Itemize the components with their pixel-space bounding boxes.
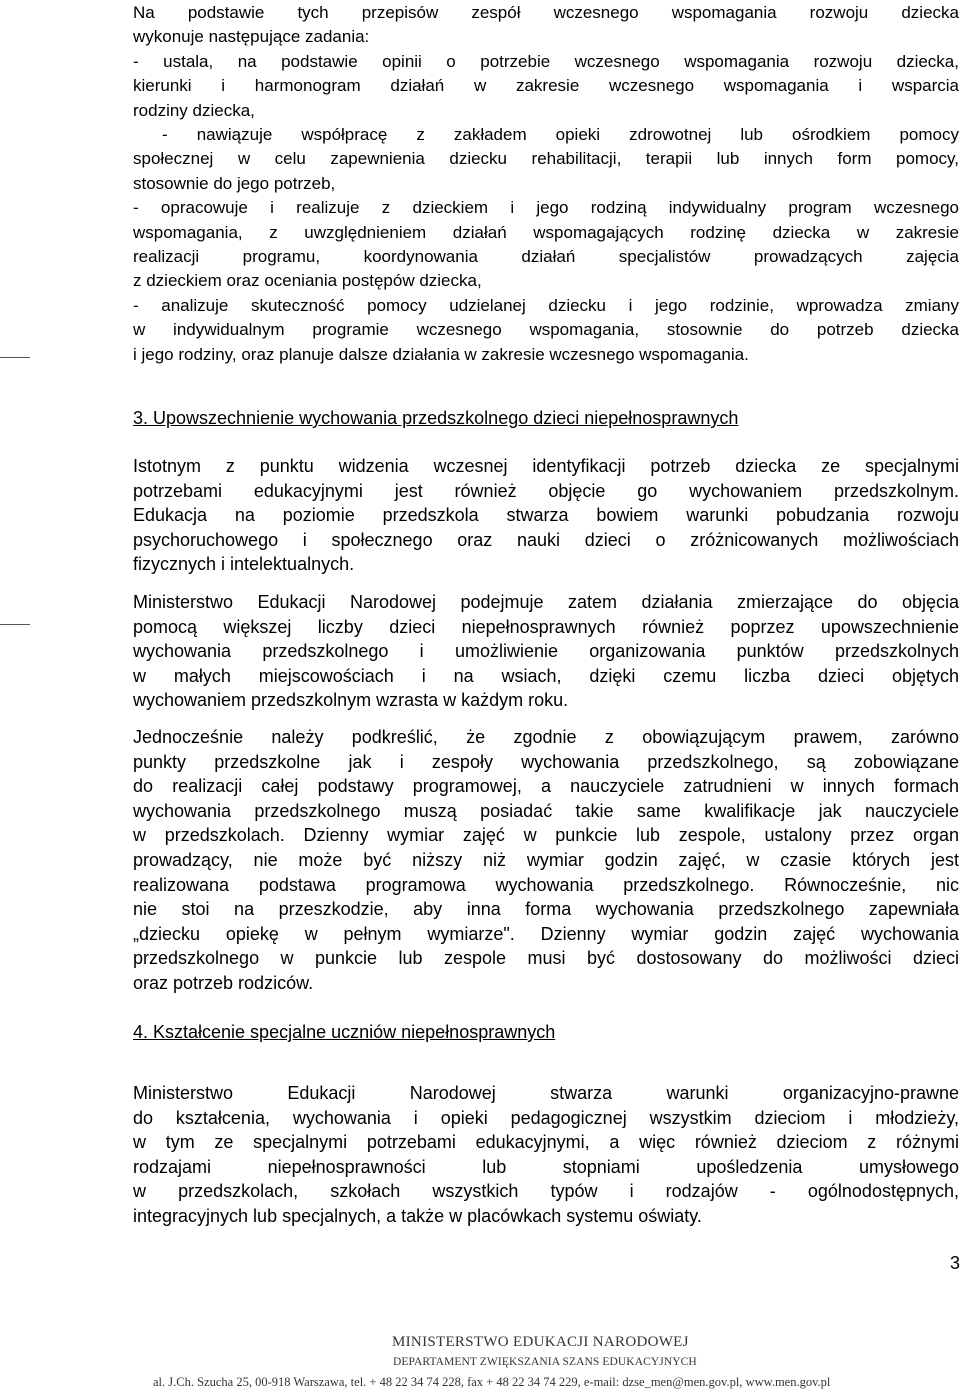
paragraph-team-tasks bbox=[133, 1, 959, 367]
text-line: wychowania przedszkolnego muszą posiadać takie same kwalifikacje jak nauczyciele bbox=[133, 800, 959, 821]
footer bbox=[0, 1330, 960, 1393]
margin-mark bbox=[0, 624, 30, 625]
text-line: w tym ze specjalnymi potrzebami edukacyjnymi, a więc również dzieciom z różnymi bbox=[133, 1132, 959, 1153]
text-line: Istotnym z punktu widzenia wczesnej identyfikacji potrzeb dziecka ze specjalnymi bbox=[133, 456, 959, 476]
text-line: Edukacja na poziomie przedszkola stwarza bowiem warunki pobudzania rozwoju bbox=[133, 505, 959, 526]
text-line: „dziecku opiekę w pełnym wymiarze". Dzienny wymiar godzin zajęć wychowania bbox=[133, 923, 959, 944]
text-line: psychoruchowego i społecznego oraz nauki dzieci o zróżnicowanych możliwościach bbox=[133, 529, 959, 550]
footer-department-name: DEPARTAMENT ZWIĘKSZANIA SZANS EDUKACYJNYCH bbox=[393, 1356, 697, 1368]
text-line: stosownie do jego potrzeb, bbox=[133, 173, 336, 193]
text-line: prowadzący, nie może być niższy niż wymiar godzin zajęć, w czasie których jest bbox=[133, 849, 959, 870]
text-line: fizycznych i intelektualnych. bbox=[133, 554, 355, 575]
paragraph-ministry-actions bbox=[133, 590, 959, 713]
text-line: pomocą większej liczby dzieci niepełnosprawnych również poprzez upowszechnienie bbox=[133, 616, 959, 637]
text-line: w przedszkolach, szkołach wszystkich typów i rodzajów - ogólnodostępnych, bbox=[133, 1181, 959, 1202]
text-line: rodziny dziecka, bbox=[133, 100, 255, 120]
text-line: wykonuje następujące zadania: bbox=[133, 27, 370, 47]
text-line: potrzebami edukacyjnymi jest również objęcie go wychowaniem przedszkolnym. bbox=[133, 480, 959, 501]
text-line: - opracowuje i realizuje z dzieckiem i jego rodziną indywidualny program wczesnego bbox=[133, 198, 959, 218]
text-line: nie stoi na przeszkodzie, aby inna forma wychowania przedszkolnego zapewniała bbox=[133, 899, 959, 920]
section-heading-3: 3. Upowszechnienie wychowania przedszkolnego dzieci niepełnosprawnych bbox=[133, 408, 739, 428]
text-line: realizowana podstawa programowa wychowania przedszkolnego. Równocześnie, nic bbox=[133, 874, 959, 895]
section-heading-4: 4. Kształcenie specjalne uczniów niepełnosprawnych bbox=[133, 1022, 556, 1042]
text-line: Na podstawie tych przepisów zespół wczesnego wspomagania rozwoju dziecka bbox=[133, 3, 959, 22]
text-line: integracyjnych lub specjalnych, a także w placówkach systemu oświaty. bbox=[133, 1205, 702, 1226]
text-line: realizacji programu, koordynowania działań specjalistów prowadzących zajęcia bbox=[133, 247, 959, 267]
text-line: Ministerstwo Edukacji Narodowej podejmuje zatem działania zmierzające do objęcia bbox=[133, 592, 959, 612]
margin-mark bbox=[0, 357, 30, 358]
text-line: i jego rodziny, oraz planuje dalsze działania w zakresie wczesnego wspomagania. bbox=[133, 344, 749, 364]
text-line: w indywidualnym programie wczesnego wspomagania, stosownie do potrzeb dziecka bbox=[133, 320, 959, 340]
page-number: 3 bbox=[949, 1253, 960, 1273]
text-line: Jednocześnie należy podkreślić, że zgodnie z obowiązującym prawem, zarówno bbox=[133, 727, 959, 747]
text-line: punkty przedszkolne jak i zespoły wychowania przedszkolnego, są zobowiązane bbox=[133, 751, 959, 772]
text-line: - analizuje skuteczność pomocy udzielanej dziecku i jego rodzinie, wprowadza zmiany bbox=[133, 295, 959, 315]
paragraph-special-education bbox=[133, 1081, 959, 1229]
text-line: - ustala, na podstawie opinii o potrzebie wczesnego wspomagania rozwoju dziecka, bbox=[133, 51, 959, 71]
text-line: kierunki i harmonogram działań w zakresie wczesnego wspomagania i wsparcia bbox=[133, 76, 959, 96]
text-line: z dzieckiem oraz oceniania postępów dziecka, bbox=[133, 271, 482, 291]
text-line: do kształcenia, wychowania i opieki pedagogicznej wszystkim dzieciom i młodzieży, bbox=[133, 1107, 959, 1128]
text-line: wychowaniem przedszkolnym wzrasta w każdym roku. bbox=[133, 690, 569, 711]
text-line: Ministerstwo Edukacji Narodowej stwarza warunki organizacyjno-prawne bbox=[133, 1083, 959, 1103]
text-line: oraz potrzeb rodziców. bbox=[133, 972, 314, 993]
text-line: do realizacji całej podstawy programowej, a nauczyciele zatrudnieni w innych formach bbox=[133, 776, 959, 797]
footer-address: al. J.Ch. Szucha 25, 00-918 Warszawa, tel. + 48 22 34 74 228, fax + 48 22 34 74 229, e-mail: dzse_men@men.gov.pl, www.men.gov.pl bbox=[153, 1375, 831, 1389]
text-line: w małych miejscowościach i na wsiach, dzięki czemu liczba dzieci objętych bbox=[133, 665, 959, 686]
text-line: - nawiązuje współpracę z zakładem opieki zdrowotnej lub ośrodkiem pomocy bbox=[133, 125, 959, 145]
paragraph-legal-requirements bbox=[133, 725, 959, 996]
text-line: społecznej w celu zapewnienia dziecku rehabilitacji, terapii lub innych form pomocy, bbox=[133, 149, 959, 169]
footer-ministry-name: MINISTERSTWO EDUKACJI NARODOWEJ bbox=[392, 1334, 689, 1350]
paragraph-preschool-importance bbox=[133, 454, 959, 577]
text-line: rodzajami niepełnosprawności lub stopniami upośledzenia umysłowego bbox=[133, 1156, 959, 1177]
text-line: przedszkolnego w punkcie lub zespole musi być dostosowany do możliwości dzieci bbox=[133, 948, 959, 969]
text-line: wychowania przedszkolnego i umożliwienie organizowania punktów przedszkolnych bbox=[133, 641, 959, 662]
text-line: w przedszkolach. Dzienny wymiar zajęć w punkcie lub zespole, ustalony przez organ bbox=[133, 825, 959, 846]
text-line: wspomagania, z uwzględnieniem działań wspomagających rodzinę dziecka w zakresie bbox=[133, 222, 959, 242]
